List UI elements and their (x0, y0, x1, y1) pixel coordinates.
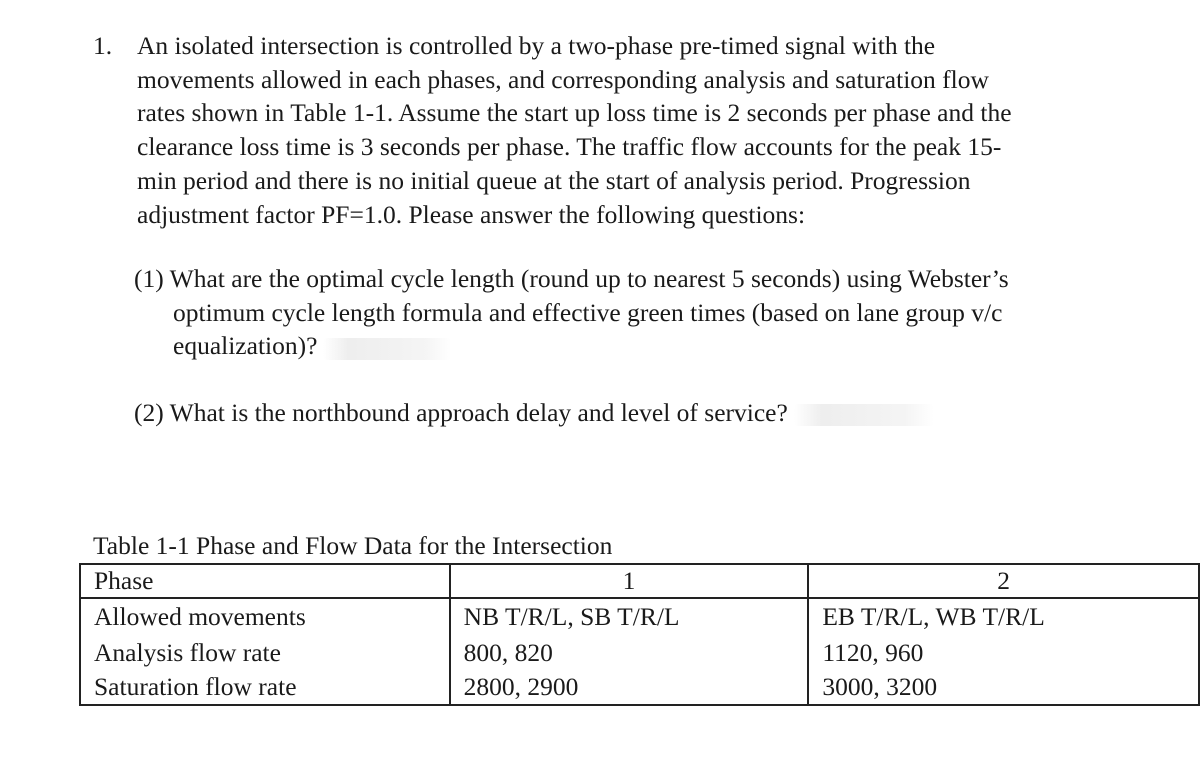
question-label: (2) (134, 398, 164, 427)
question-2 (134, 396, 934, 430)
table-row (80, 635, 1199, 670)
problem-line: rates shown in Table 1-1. Assume the start up loss time is 2 seconds per phase and the (137, 98, 1012, 128)
table-cell: EB T/R/L, WB T/R/L (808, 598, 1199, 635)
question-line: optimum cycle length formula and effective green times (based on lane group v/c (173, 297, 1003, 327)
question-text: What is the northbound approach delay and level of service? (169, 398, 788, 427)
question-text: equalization)? (173, 331, 318, 361)
table-row (80, 670, 1199, 705)
question-line (134, 329, 1154, 363)
question-text: What are the optimal cycle length (round up to nearest 5 seconds) using Webster’s (169, 264, 1009, 293)
phase-flow-table (79, 563, 1200, 706)
problem-line: clearance loss time is 3 seconds per phase. The traffic flow accounts for the peak 15- (137, 132, 1002, 162)
question-1 (134, 262, 1154, 363)
table-cell: Analysis flow rate (80, 635, 450, 670)
problem-line: movements allowed in each phases, and corresponding analysis and saturation flow (137, 64, 989, 94)
erased-mark (323, 338, 451, 360)
table-caption: Table 1-1 Phase and Flow Data for the Intersection (93, 531, 613, 560)
table-cell: Allowed movements (80, 598, 450, 635)
question-label: (1) (134, 264, 164, 293)
table-header-row (80, 564, 1199, 598)
table-cell: 800, 820 (450, 635, 809, 670)
erased-mark (794, 404, 934, 426)
problem-text (137, 29, 1147, 231)
table-cell: NB T/R/L, SB T/R/L (450, 598, 809, 635)
table-cell: 2800, 2900 (450, 670, 809, 705)
table-row (80, 598, 1199, 635)
table-header-cell: Phase (80, 564, 450, 598)
table-cell: 1120, 960 (808, 635, 1199, 670)
table-cell: 3000, 3200 (808, 670, 1199, 705)
problem-line: min period and there is no initial queue at the start of analysis period. Progression (137, 165, 971, 195)
problem-number: 1. (93, 31, 113, 60)
table-header-cell: 2 (808, 564, 1199, 598)
problem-line: adjustment factor PF=1.0. Please answer the following questions: (137, 199, 806, 229)
problem-line: An isolated intersection is controlled by a two-phase pre-timed signal with the (137, 31, 936, 60)
table-header-cell: 1 (450, 564, 809, 598)
question-line (134, 262, 1154, 296)
table-cell: Saturation flow rate (80, 670, 450, 705)
